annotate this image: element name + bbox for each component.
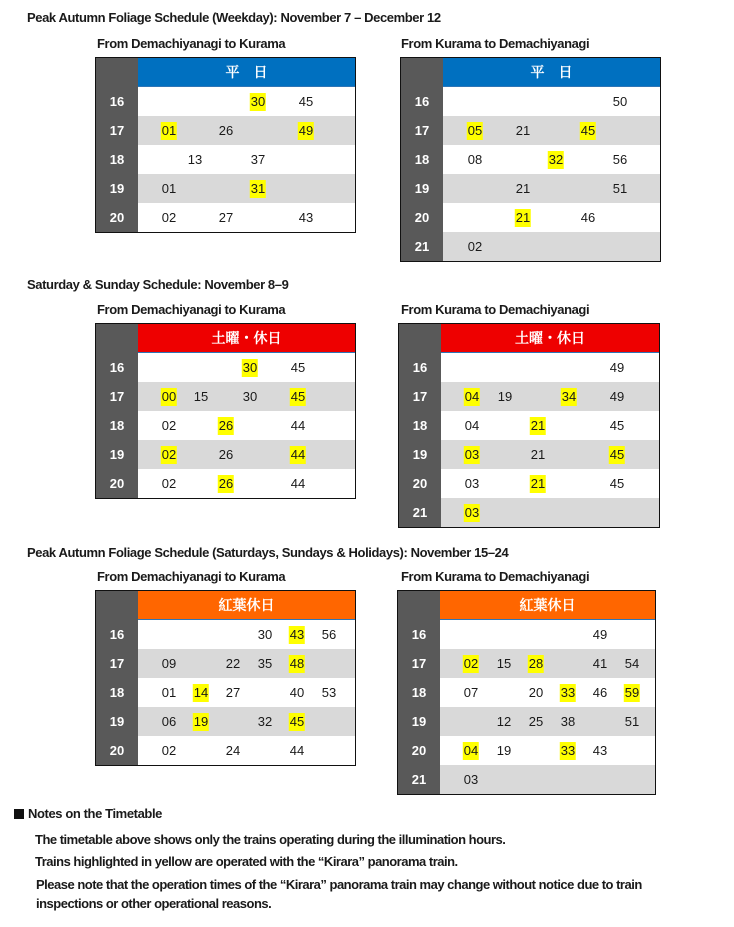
departure-time: 43: [298, 210, 314, 225]
hour-label: 20: [414, 210, 430, 225]
hour-label: 18: [411, 685, 427, 700]
timetable-weekday-to-kurama: [95, 57, 356, 233]
hour-label: 16: [412, 360, 428, 375]
departure-time: 44: [290, 476, 306, 491]
departure-time-kirara: 44: [290, 447, 306, 462]
hour-label: 17: [412, 389, 428, 404]
hour-label: 21: [414, 239, 430, 254]
hour-label: 20: [411, 743, 427, 758]
table-row: [138, 203, 355, 232]
departure-time-kirara: 43: [289, 627, 305, 642]
departure-time-kirara: 19: [193, 714, 209, 729]
table-row: [138, 736, 355, 765]
table-row: [443, 87, 660, 116]
departure-time: 01: [161, 685, 177, 700]
hour-label: 20: [109, 476, 125, 491]
hour-label: 16: [109, 360, 125, 375]
departure-time: 21: [515, 123, 531, 138]
notes-title-text: Notes on the Timetable: [28, 806, 162, 821]
hour-label: 20: [412, 476, 428, 491]
hour-label: 17: [109, 123, 125, 138]
day-type-header: 土曜・休日: [441, 324, 659, 353]
departure-time: 27: [218, 210, 234, 225]
departure-time: 45: [298, 94, 314, 109]
departure-time-kirara: 45: [580, 123, 596, 138]
table-row: [138, 87, 355, 116]
departure-time: 20: [528, 685, 544, 700]
square-bullet-icon: [14, 809, 24, 819]
table-row: [441, 469, 659, 498]
departure-time: 06: [161, 714, 177, 729]
departure-time: 35: [257, 656, 273, 671]
departure-time: 03: [464, 476, 480, 491]
departure-time-kirara: 21: [515, 210, 531, 225]
table-row: [443, 116, 660, 145]
hour-label: 17: [414, 123, 430, 138]
departure-time: 49: [609, 389, 625, 404]
departure-time: 03: [463, 772, 479, 787]
note-item: Trains highlighted in yellow are operated with the “Kirara” panorama train.: [35, 854, 458, 869]
departure-time-kirara: 48: [289, 656, 305, 671]
table-row: [440, 765, 655, 794]
departure-time-kirara: 21: [530, 476, 546, 491]
departure-time: 46: [592, 685, 608, 700]
departure-time-kirara: 45: [289, 714, 305, 729]
departure-time: 51: [624, 714, 640, 729]
hour-label: 18: [412, 418, 428, 433]
departure-time: 02: [161, 476, 177, 491]
departure-time: 44: [289, 743, 305, 758]
direction-title: From Kurama to Demachiyanagi: [401, 36, 590, 51]
departure-time: 56: [321, 627, 337, 642]
departure-time: 38: [560, 714, 576, 729]
hour-label: 19: [109, 714, 125, 729]
departure-time: 26: [218, 447, 234, 462]
departure-time: 27: [225, 685, 241, 700]
timetable-weekday-to-demachiyanagi: [400, 57, 661, 262]
departure-time: 50: [612, 94, 628, 109]
table-row: [441, 440, 659, 469]
table-row: [138, 411, 355, 440]
departure-time-kirara: 00: [161, 389, 177, 404]
departure-time: 25: [528, 714, 544, 729]
hour-label: 20: [109, 210, 125, 225]
departure-time-kirara: 14: [193, 685, 209, 700]
hour-label: 18: [414, 152, 430, 167]
direction-title: From Demachiyanagi to Kurama: [97, 36, 286, 51]
table-row: [138, 353, 355, 382]
notes-title: [14, 806, 162, 821]
departure-time: 21: [515, 181, 531, 196]
table-row: [443, 145, 660, 174]
section-title-foliage-holiday: Peak Autumn Foliage Schedule (Saturdays, Sundays & Holidays): November 15–24: [27, 545, 509, 560]
note-item: The timetable above shows only the trains operating during the illumination hours.: [35, 832, 506, 847]
table-row: [138, 649, 355, 678]
departure-time: 37: [250, 152, 266, 167]
hour-label: 16: [109, 627, 125, 642]
departure-time: 45: [609, 418, 625, 433]
departure-time-kirara: 04: [464, 389, 480, 404]
direction-title: From Kurama to Demachiyanagi: [401, 569, 590, 584]
departure-time: 04: [464, 418, 480, 433]
departure-time-kirara: 49: [298, 123, 314, 138]
departure-time-kirara: 03: [464, 447, 480, 462]
hour-label: 18: [109, 152, 125, 167]
departure-time: 56: [612, 152, 628, 167]
departure-time: 21: [530, 447, 546, 462]
table-row: [138, 620, 355, 649]
table-row: [138, 678, 355, 707]
timetable-foliage-to-kurama: [95, 590, 356, 766]
departure-time: 41: [592, 656, 608, 671]
departure-time-kirara: 30: [250, 94, 266, 109]
day-type-header: 平 日: [443, 58, 660, 87]
departure-time: 32: [257, 714, 273, 729]
table-row: [441, 382, 659, 411]
table-row: [138, 469, 355, 498]
day-type-header: 紅葉休日: [440, 591, 655, 620]
day-type-header: 平 日: [138, 58, 355, 87]
day-type-header: 紅葉休日: [138, 591, 355, 620]
departure-time: 46: [580, 210, 596, 225]
note-item: Please note that the operation times of the “Kirara” panorama train may change without notice due to train inspections or other operational reasons.: [36, 877, 642, 911]
direction-title: From Demachiyanagi to Kurama: [97, 302, 286, 317]
departure-time: 02: [467, 239, 483, 254]
departure-time-kirara: 31: [250, 181, 266, 196]
departure-time: 30: [257, 627, 273, 642]
section-title-weekend: Saturday & Sunday Schedule: November 8–9: [27, 277, 289, 292]
departure-time: 43: [592, 743, 608, 758]
table-row: [138, 174, 355, 203]
departure-time-kirara: 05: [467, 123, 483, 138]
departure-time: 26: [218, 123, 234, 138]
table-row: [138, 145, 355, 174]
hour-label: 19: [411, 714, 427, 729]
departure-time: 51: [612, 181, 628, 196]
departure-time: 24: [225, 743, 241, 758]
hour-label: 19: [414, 181, 430, 196]
departure-time: 22: [225, 656, 241, 671]
departure-time: 02: [161, 418, 177, 433]
departure-time: 45: [290, 360, 306, 375]
direction-title: From Kurama to Demachiyanagi: [401, 302, 590, 317]
table-row: [441, 498, 659, 527]
table-row: [138, 382, 355, 411]
departure-time: 09: [161, 656, 177, 671]
departure-time: 02: [161, 210, 177, 225]
hour-label: 17: [109, 389, 125, 404]
table-row: [138, 440, 355, 469]
hour-label: 16: [411, 627, 427, 642]
table-row: [440, 649, 655, 678]
departure-time-kirara: 21: [530, 418, 546, 433]
table-row: [443, 174, 660, 203]
hour-label: 18: [109, 685, 125, 700]
timetable-weekend-to-kurama: [95, 323, 356, 499]
hour-label: 18: [109, 418, 125, 433]
departure-time-kirara: 03: [464, 505, 480, 520]
table-row: [138, 707, 355, 736]
departure-time: 54: [624, 656, 640, 671]
departure-time-kirara: 02: [463, 656, 479, 671]
departure-time-kirara: 45: [609, 447, 625, 462]
departure-time-kirara: 02: [161, 447, 177, 462]
departure-time-kirara: 33: [560, 685, 576, 700]
departure-time-kirara: 33: [560, 743, 576, 758]
hour-label: 16: [109, 94, 125, 109]
departure-time-kirara: 32: [548, 152, 564, 167]
departure-time: 07: [463, 685, 479, 700]
table-row: [440, 620, 655, 649]
hour-label: 19: [412, 447, 428, 462]
departure-time-kirara: 26: [218, 418, 234, 433]
table-row: [443, 232, 660, 261]
hour-label: 21: [411, 772, 427, 787]
timetable-weekend-to-demachiyanagi: [398, 323, 660, 528]
hour-label: 17: [109, 656, 125, 671]
departure-time: 49: [592, 627, 608, 642]
hour-label: 19: [109, 181, 125, 196]
hour-label: 19: [109, 447, 125, 462]
direction-title: From Demachiyanagi to Kurama: [97, 569, 286, 584]
table-row: [441, 353, 659, 382]
departure-time: 15: [193, 389, 209, 404]
departure-time: 49: [609, 360, 625, 375]
table-row: [138, 116, 355, 145]
departure-time: 15: [496, 656, 512, 671]
timetable-foliage-to-demachiyanagi: [397, 590, 656, 795]
departure-time: 19: [496, 743, 512, 758]
departure-time: 02: [161, 743, 177, 758]
day-type-header: 土曜・休日: [138, 324, 355, 353]
departure-time-kirara: 30: [242, 360, 258, 375]
section-title-weekday: Peak Autumn Foliage Schedule (Weekday): November 7 – December 12: [27, 10, 441, 25]
departure-time-kirara: 04: [463, 743, 479, 758]
table-row: [441, 411, 659, 440]
departure-time-kirara: 26: [218, 476, 234, 491]
table-row: [443, 203, 660, 232]
departure-time: 08: [467, 152, 483, 167]
departure-time-kirara: 34: [561, 389, 577, 404]
departure-time-kirara: 01: [161, 123, 177, 138]
departure-time: 40: [289, 685, 305, 700]
departure-time-kirara: 45: [290, 389, 306, 404]
hour-label: 17: [411, 656, 427, 671]
departure-time: 13: [187, 152, 203, 167]
hour-label: 21: [412, 505, 428, 520]
departure-time-kirara: 59: [624, 685, 640, 700]
departure-time: 45: [609, 476, 625, 491]
departure-time: 01: [161, 181, 177, 196]
departure-time: 44: [290, 418, 306, 433]
departure-time-kirara: 28: [528, 656, 544, 671]
table-row: [440, 736, 655, 765]
departure-time: 19: [497, 389, 513, 404]
departure-time: 53: [321, 685, 337, 700]
hour-label: 20: [109, 743, 125, 758]
departure-time: 30: [242, 389, 258, 404]
table-row: [440, 707, 655, 736]
departure-time: 12: [496, 714, 512, 729]
table-row: [440, 678, 655, 707]
hour-label: 16: [414, 94, 430, 109]
